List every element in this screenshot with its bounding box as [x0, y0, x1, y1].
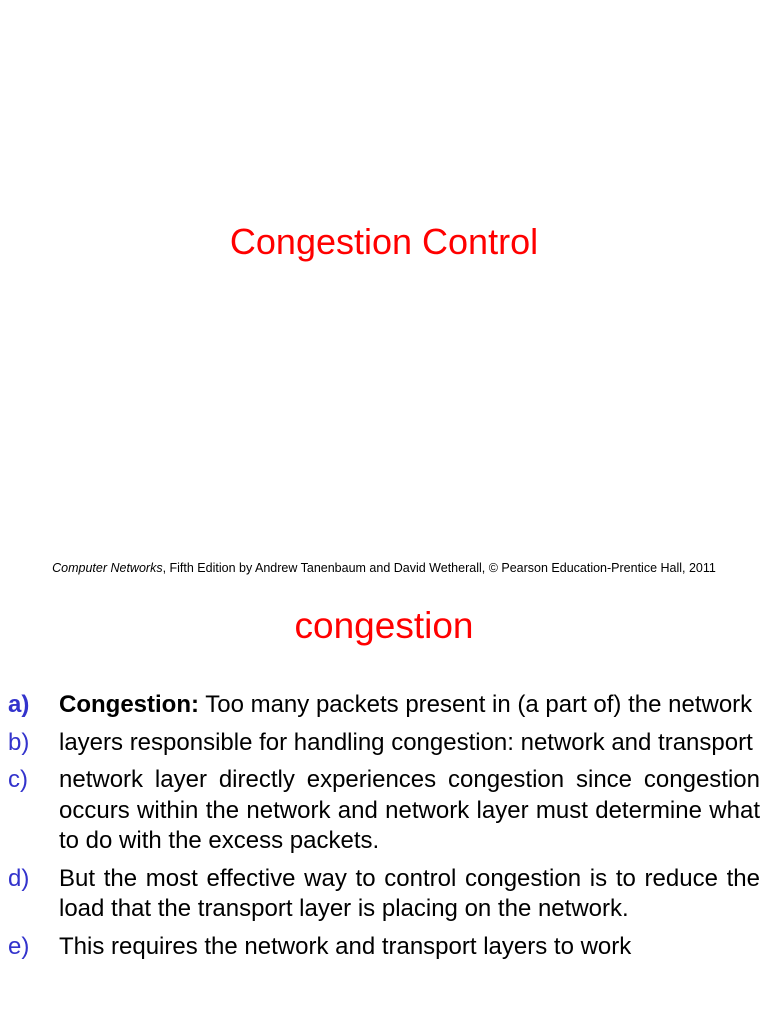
bullet-marker: b) [8, 728, 30, 756]
book-credit [0, 560, 768, 576]
bullet-item-a [8, 690, 760, 721]
bullet-item-b [8, 728, 760, 759]
bullet-text [59, 690, 760, 721]
section-heading: congestion [294, 605, 474, 646]
bullet-list [8, 690, 760, 969]
bullet-marker: e) [8, 932, 30, 960]
bullet-text: But the most effective way to control congestion is to reduce the load that the transport layer is placing on the network. [59, 864, 760, 922]
slide-title: Congestion Control [229, 221, 539, 262]
bullet-item-e [8, 932, 760, 963]
bullet-marker: a) [8, 691, 30, 718]
bullet-text: network layer directly experiences congestion since congestion occurs within the network and network layer must determine what to do with the excess packets. [59, 766, 760, 854]
bullet-item-c [8, 765, 760, 857]
bullet-text: layers responsible for handling congestion: network and transport [59, 728, 753, 756]
book-title: Computer Networks [52, 561, 163, 575]
bullet-marker: c) [8, 766, 28, 793]
bullet-item-d [8, 864, 760, 925]
bullet-marker: d) [8, 864, 30, 892]
bullet-body: Too many packets present in (a part of) the network [198, 691, 753, 718]
bullet-text: This requires the network and transport layers to work [59, 932, 632, 960]
bullet-lead-term: Congestion: [59, 691, 199, 718]
book-credit-details: , Fifth Edition by Andrew Tanenbaum and David Wetherall, © Pearson Education-Prentice Hall, 2011 [162, 561, 716, 575]
